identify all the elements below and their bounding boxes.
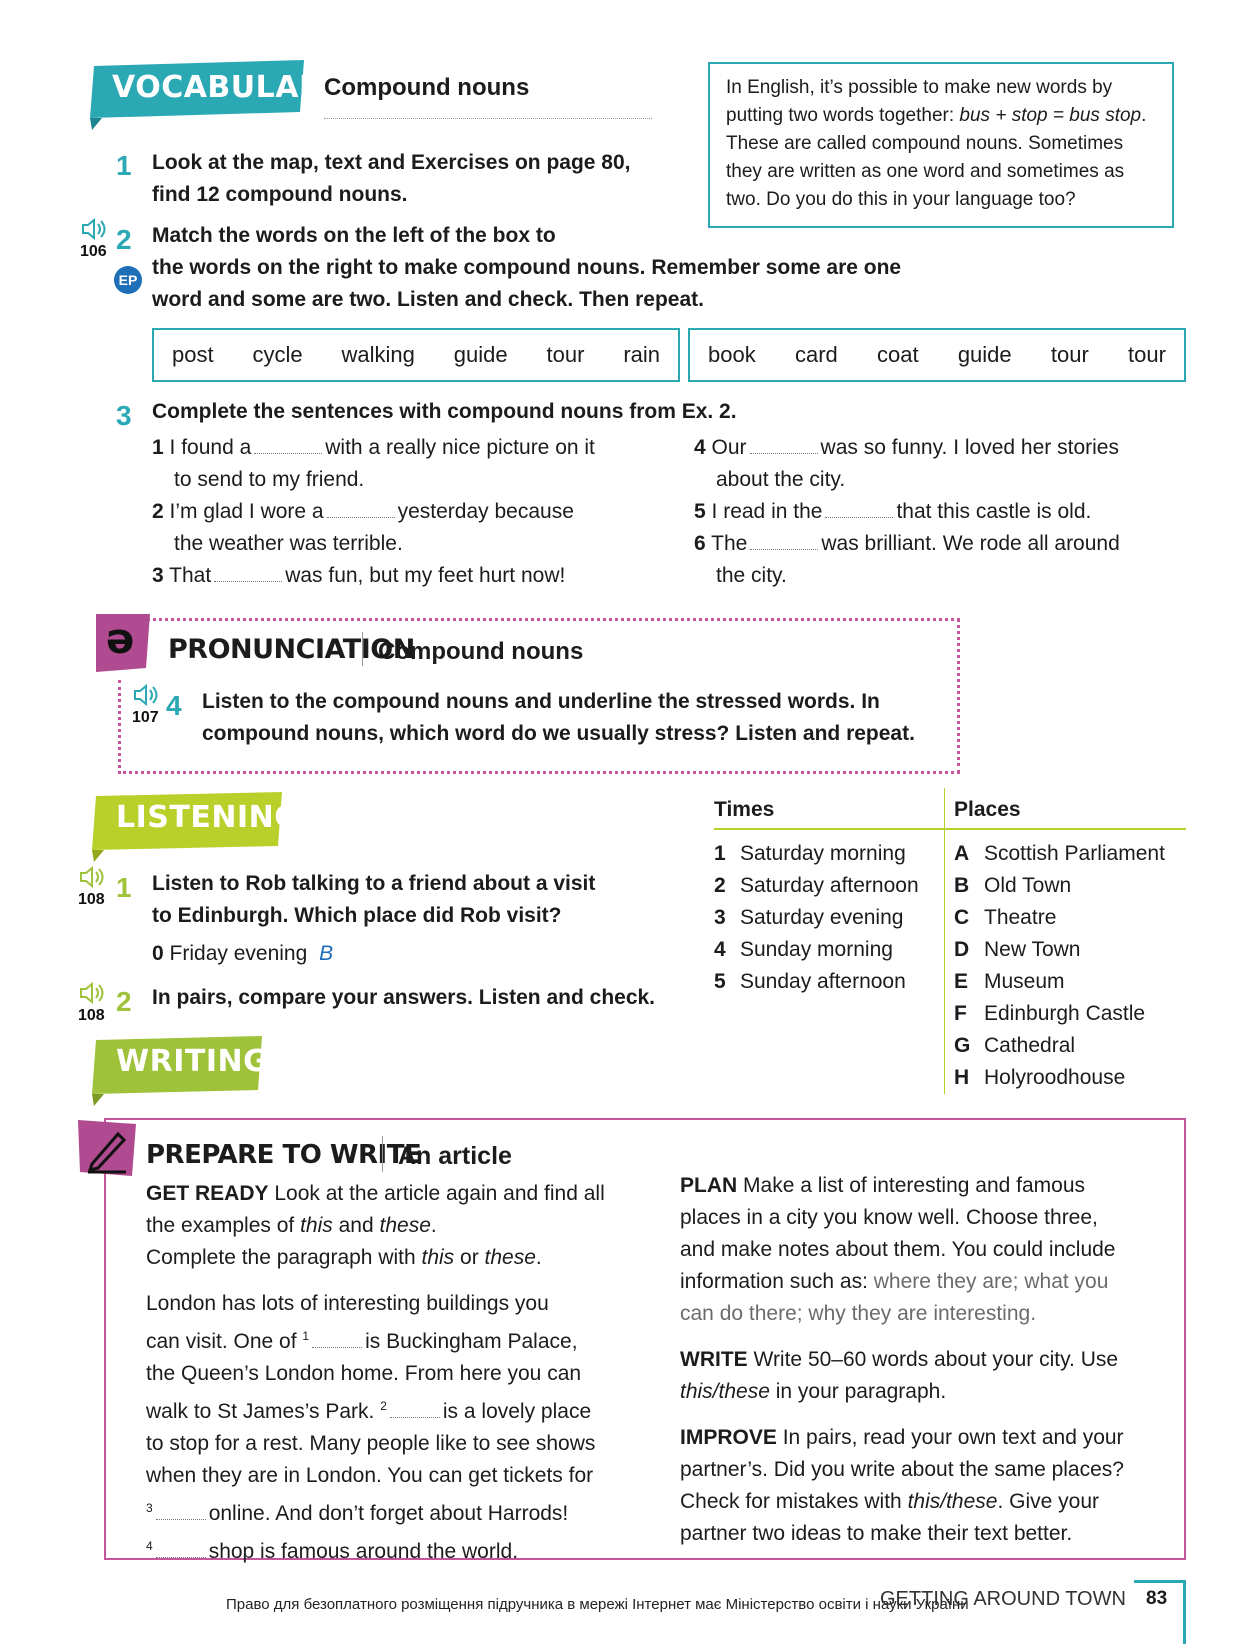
list-item: 2 Saturday afternoon: [714, 874, 919, 897]
list-item: D New Town: [954, 938, 1081, 961]
heading-divider: [382, 1136, 383, 1172]
improve-section: IMPROVE In pairs, read your own text and your partner’s. Did you write about the same places? Check for mistakes with this/these. Give your partner two ideas to make their text better.: [680, 1426, 1124, 1545]
sentences-left: 1 I found a with a really nice picture on it to send to my friend. 2 I’m glad I wore a yesterday because the weather was terrible. 3 That was fun, but my feet hurt now!: [152, 432, 692, 592]
word-item: post: [172, 342, 214, 367]
footer-notice: Право для безоплатного розміщення підручника в мережі Інтернет має Міністерство освіти і науки України: [226, 1596, 969, 1613]
sentence-1: 1 I found a with a really nice picture on it: [152, 436, 595, 459]
exercise-2-instruction: Match the words on the left of the box to the words on the right to make compound nouns. Remember some are one word and some are two. Listen and check. Then repeat.: [152, 224, 902, 311]
exercise-number: 2: [116, 224, 132, 255]
word-item: walking: [341, 342, 415, 367]
times-header: Times: [714, 798, 775, 821]
title-underline: [324, 118, 652, 119]
answer-blank[interactable]: [312, 1329, 362, 1348]
exercise-number: 1: [116, 150, 132, 181]
word-item: card: [794, 342, 838, 367]
answer-blank[interactable]: [254, 435, 322, 454]
listening-2-instruction: In pairs, compare your answers. Listen and check.: [152, 986, 656, 1009]
exercise-number: 4: [166, 690, 182, 721]
list-item: 1 Saturday morning: [714, 842, 906, 865]
list-item: 3 Saturday evening: [714, 906, 904, 929]
listening-example: 0 Friday evening B: [152, 942, 334, 965]
answer-blank[interactable]: [156, 1539, 206, 1558]
list-item: F Edinburgh Castle: [954, 1002, 1146, 1025]
write-section: WRITE Write 50–60 words about your city. Use this/these in your paragraph.: [680, 1348, 1119, 1403]
sentence-2: 2 I’m glad I wore a yesterday because: [152, 500, 574, 523]
audio-track-number: 107: [132, 709, 159, 726]
listening-banner: LISTENING: [90, 792, 286, 850]
sentence-3: 3 That was fun, but my feet hurt now!: [152, 564, 566, 587]
list-item: H Holyroodhouse: [954, 1066, 1126, 1089]
list-item: 4 Sunday morning: [714, 938, 893, 961]
list-item: G Cathedral: [954, 1034, 1076, 1057]
table-header-line: [714, 828, 1186, 830]
word-item: coat: [876, 342, 919, 367]
answer-blank[interactable]: [750, 531, 818, 550]
audio-track-number: 108: [78, 891, 105, 908]
exercise-number: 3: [116, 400, 132, 431]
right-word-box: [688, 328, 1186, 382]
word-item: tour: [1128, 342, 1166, 367]
audio-track-number: 106: [80, 243, 107, 260]
answer-blank[interactable]: [327, 499, 395, 518]
places-header: Places: [954, 798, 1021, 821]
sentence-4: 4 Our was so funny. I loved her stories: [694, 436, 1119, 459]
get-ready-section: GET READY Look at the article again and find all the examples of this and these. Complete the paragraph with this or these.: [146, 1182, 605, 1269]
audio-track-107[interactable]: [132, 684, 160, 727]
listening-1-instruction: Listen to Rob talking to a friend about a visit to Edinburgh. Which place did Rob visit?: [152, 872, 596, 927]
left-word-box: [152, 328, 680, 382]
schwa-icon: ə: [96, 614, 150, 672]
answer-blank[interactable]: [156, 1501, 206, 1520]
article-title: An article: [398, 1142, 512, 1170]
table-column-divider: [944, 788, 945, 1094]
sentence-6: 6 The was brilliant. We rode all around: [694, 532, 1120, 555]
list-item: 5 Sunday afternoon: [714, 970, 906, 993]
list-item: A Scottish Parliament: [954, 842, 1165, 865]
exercise-number: 2: [116, 986, 132, 1017]
vocabulary-banner: VOCABULARY: [88, 60, 310, 118]
london-paragraph: London has lots of interesting buildings you can visit. One of $^1$ is Buckingham Palace, the Queen’s London home. From here you can walk to St James’s Park. $^2$ is a lovely place to stop for a rest. Many people like to see shows when they are in London. You can get tickets for $^3$ online. And don’t forget about Harrods! $^4$ shop is famous around the world.: [146, 1292, 596, 1563]
word-item: rain: [623, 342, 660, 367]
audio-track-108[interactable]: [78, 866, 106, 909]
answer-blank[interactable]: [214, 563, 282, 582]
sentence-5: 5 I read in the that this castle is old.: [694, 500, 1092, 523]
speaker-icon: [132, 684, 160, 706]
page-number: 83: [1146, 1588, 1168, 1609]
footer-section-title: GETTING AROUND TOWN: [880, 1588, 1126, 1610]
ep-badge: EP: [114, 266, 142, 294]
heading-divider: [362, 632, 363, 666]
audio-track-106[interactable]: [80, 218, 108, 261]
exercise-number: 1: [116, 872, 132, 903]
plan-section: PLAN Make a list of interesting and famous places in a city you know well. Choose three, and make notes about them. You could include information such as: where they are; what you can do there; why they are interesting.: [680, 1174, 1116, 1325]
pronunciation-left-border: [118, 680, 121, 774]
list-item: C Theatre: [954, 906, 1057, 929]
times-list: [714, 838, 919, 998]
audio-track-number: 108: [78, 1007, 105, 1024]
word-item: book: [708, 342, 756, 367]
pencil-icon: [78, 1120, 136, 1176]
word-item: cycle: [252, 342, 303, 367]
audio-track-108-b[interactable]: [78, 982, 106, 1025]
compound-nouns-info-box: In English, it’s possible to make new words by putting two words together: bus + stop = bus stop. These are called compound nouns. Sometimes they are written as one word and sometimes as two. Do you do this in your language too?: [708, 62, 1174, 228]
word-item: tour: [1050, 342, 1089, 367]
exercise-1-instruction: Look at the map, text and Exercises on page 80, find 12 compound nouns.: [152, 151, 631, 206]
prepare-to-write-heading: PREPARE TO WRITE: [146, 1140, 422, 1170]
vocabulary-title: Compound nouns: [324, 74, 530, 101]
pronunciation-title: Compound nouns: [378, 638, 584, 665]
pronunciation-heading: PRONUNCIATION: [168, 634, 415, 665]
speaker-icon: [78, 866, 106, 888]
answer-blank[interactable]: [750, 435, 818, 454]
places-list: [954, 838, 1165, 1094]
word-item: guide: [957, 342, 1012, 367]
answer-blank[interactable]: [825, 499, 893, 518]
speaker-icon: [80, 218, 108, 240]
word-item: tour: [546, 342, 585, 367]
list-item: E Museum: [954, 970, 1065, 993]
exercise-3-instruction: Complete the sentences with compound nouns from Ex. 2.: [152, 400, 737, 423]
sentences-right: 4 Our was so funny. I loved her stories about the city. 5 I read in the that this castle is old. 6 The was brilliant. We rode all around the city.: [694, 432, 1194, 592]
word-item: guide: [453, 342, 508, 367]
exercise-4-instruction: Listen to the compound nouns and underline the stressed words. In compound nouns, which word do we usually stress? Listen and repeat.: [202, 690, 915, 745]
writing-banner: WRITING: [90, 1036, 266, 1094]
speaker-icon: [78, 982, 106, 1004]
list-item: B Old Town: [954, 874, 1072, 897]
answer-blank[interactable]: [390, 1399, 440, 1418]
